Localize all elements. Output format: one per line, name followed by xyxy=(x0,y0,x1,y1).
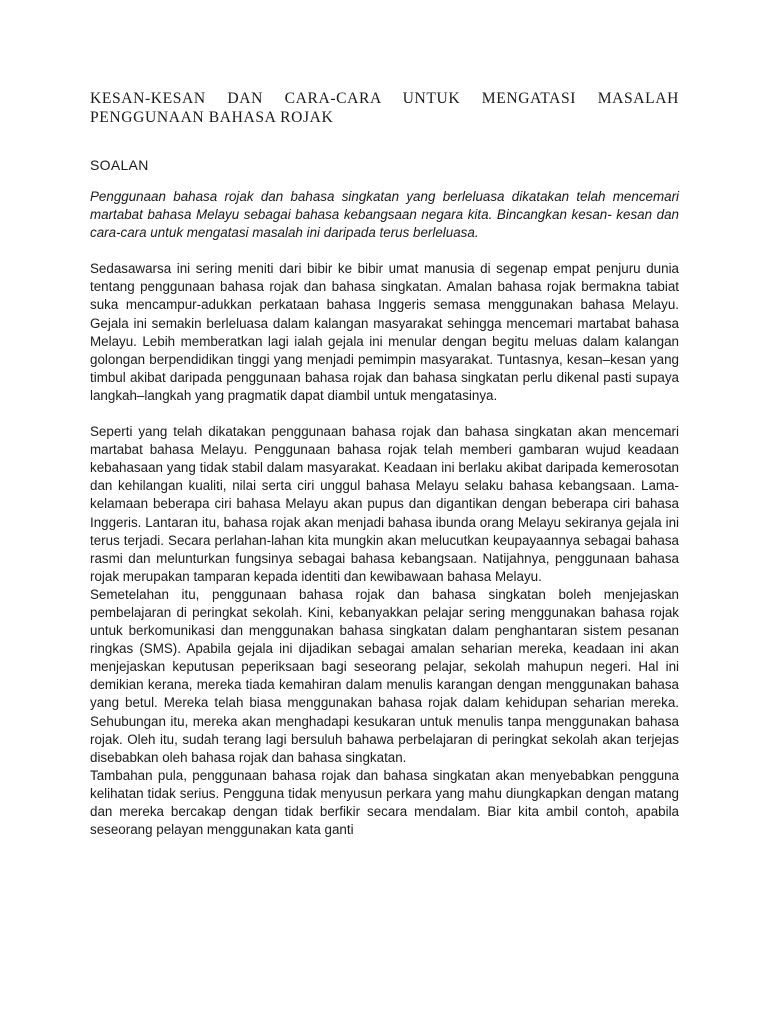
paragraph-body-2: Semetelahan itu, penggunaan bahasa rojak dan bahasa singkatan boleh menjejaskan pembelajaran di peringkat sekolah. Kini, kebanyakkan pelajar sering menggunakan bahasa rojak untuk berkomunikasi dan menggunakan bahasa singkatan dalam penghantaran sistem pesanan ringkas (SMS). Apabila gejala ini dijadikan sebagai amalan seharian mereka, keadaan ini akan menjejaskan keputusan peperiksaan bagi seseorang pelajar, sekolah mahupun negeri. Hal ini demikian kerana, mereka tiada kemahiran dalam menulis karangan dengan menggunakan bahasa yang betul. Mereka telah biasa menggunakan bahasa rojak dalam kehidupan seharian mereka. Sehubungan itu, mereka akan menghadapi kesukaran untuk menulis tanpa menggunakan bahasa rojak. Oleh itu, sudah terang lagi bersuluh bahawa perbelajaran di peringkat sekolah akan terjejas disebabkan oleh bahasa rojak dan bahasa singkatan. xyxy=(90,586,679,765)
document-title: KESAN-KESAN DAN CARA-CARA UNTUK MENGATASI MASALAH PENGGUNAAN BAHASA ROJAK xyxy=(90,90,679,126)
paragraph-intro: Sedasawarsa ini sering meniti dari bibir ke bibir umat manusia di segenap empat penjuru dunia tentang penggunaan bahasa rojak dan bahasa singkatan. Amalan bahasa rojak bermakna tabiat suka mencampur-adukkan perkataan bahasa Inggeris semasa menggunakan bahasa Melayu. Gejala ini semakin berleluasa dalam kalangan masyarakat sehingga mencemari martabat bahasa Melayu. Lebih memberatkan lagi ialah gejala ini menular dengan begitu meluas dalam kalangan golongan berpendidikan tinggi yang menjadi pemimpin masyarakat. Tuntasnya, kesan–kesan yang timbul akibat daripada penggunaan bahasa rojak dan bahasa singkatan perlu dikenal pasti supaya langkah–langkah yang pragmatik dapat diambil untuk mengatasinya. xyxy=(90,261,679,403)
paragraph-body-3: Tambahan pula, penggunaan bahasa rojak dan bahasa singkatan akan menyebabkan pengguna kelihatan tidak serius. Pengguna tidak menyusun perkara yang mahu diungkapkan dengan matang dan mereka bercakap dengan tidak berfikir secara mendalam. Biar kita ambil contoh, apabila seseorang pelayan menggunakan kata ganti xyxy=(90,767,679,838)
question-text: Penggunaan bahasa rojak dan bahasa singkatan yang berleluasa dikatakan telah mencemari martabat bahasa Melayu sebagai bahasa kebangsaan negara kita. Bincangkan kesan- kesan dan cara-cara untuk mengatasi masalah ini daripada terus berleluasa. xyxy=(90,189,679,241)
document-page xyxy=(90,89,679,839)
section-label: SOALAN xyxy=(90,157,149,173)
paragraph-body-1: Seperti yang telah dikatakan penggunaan bahasa rojak dan bahasa singkatan akan mencemari martabat bahasa Melayu. Penggunaan bahasa rojak telah memberi gambaran wujud keadaan kebahasaan yang tidak stabil dalam masyarakat. Keadaan ini berlaku akibat daripada kemerosotan dan kehilangan kualiti, nilai serta ciri unggul bahasa Melayu selaku bahasa kebangsaan. Lama-kelamaan beberapa ciri bahasa Melayu akan pupus dan digantikan dengan beberapa ciri bahasa Inggeris. Lantaran itu, bahasa rojak akan menjadi bahasa ibunda orang Melayu sekiranya gejala ini terus terjadi. Secara perlahan-lahan kita mungkin akan melucutkan keupayaannya sebagai bahasa rasmi dan melunturkan fungsinya sebagai bahasa kebangsaan. Natijahnya, penggunaan bahasa rojak merupakan tamparan kepada identiti dan kewibawaan bahasa Melayu. xyxy=(90,424,679,584)
